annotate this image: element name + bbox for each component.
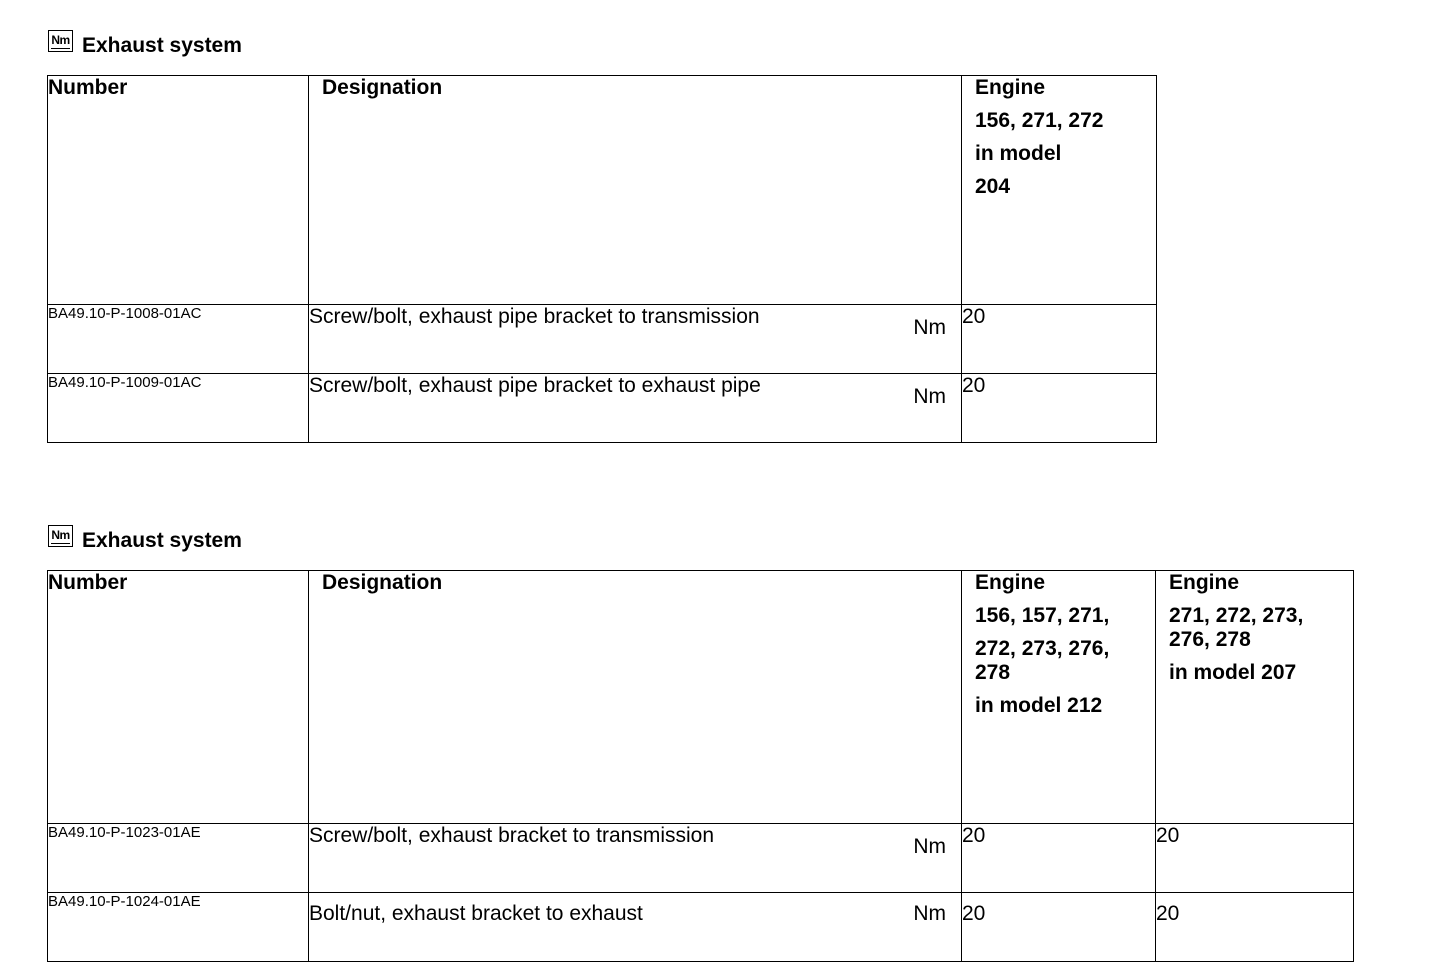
engine-header-codes: 276, 278 — [1169, 628, 1251, 651]
section-2-title — [48, 525, 242, 553]
number-column-header: Number — [48, 571, 309, 824]
row-value-2: 20 — [1156, 824, 1354, 893]
row-unit: Nm — [913, 835, 946, 858]
torque-table-2 — [47, 570, 1354, 962]
row-designation: Screw/bolt, exhaust pipe bracket to exhaust pipe Nm — [309, 374, 962, 443]
engine-header-model-number: 204 — [975, 175, 1011, 198]
engine-header-model-label: in model — [975, 142, 1062, 165]
row-unit: Nm — [913, 316, 946, 339]
row-designation: Bolt/nut, exhaust bracket to exhaust Nm — [309, 893, 962, 962]
engine-header-codes: 271, 272, 273, — [1169, 604, 1304, 627]
table-row — [48, 305, 1157, 374]
row-number: BA49.10-P-1023-01AE — [48, 824, 309, 893]
engine-header-codes: 156, 271, 272 — [975, 109, 1104, 132]
section-2-title-text: Exhaust system — [82, 529, 242, 552]
torque-nm-icon: Nm — [48, 30, 73, 52]
table-row — [48, 824, 1354, 893]
row-value: 20 — [962, 374, 1157, 443]
designation-column-header: Designation — [309, 571, 962, 824]
row-value-1: 20 — [962, 824, 1156, 893]
number-column-header: Number — [48, 76, 309, 305]
row-designation: Screw/bolt, exhaust bracket to transmission Nm — [309, 824, 962, 893]
row-number: BA49.10-P-1008-01AC — [48, 305, 309, 374]
torque-nm-icon: Nm — [48, 525, 73, 547]
section-1-title-text: Exhaust system — [82, 34, 242, 57]
row-unit: Nm — [913, 385, 946, 408]
torque-table-1 — [47, 75, 1157, 443]
engine-header-codes: 272, 273, 276, — [975, 637, 1110, 660]
table-row — [48, 893, 1354, 962]
engine-header-model: in model 212 — [975, 694, 1103, 717]
designation-column-header: Designation — [309, 76, 962, 305]
engine-header-codes: 156, 157, 271, — [975, 604, 1110, 627]
engine-column-header-1 — [962, 571, 1156, 824]
row-designation: Screw/bolt, exhaust pipe bracket to transmission Nm — [309, 305, 962, 374]
table-header-row — [48, 571, 1354, 824]
section-1-title — [48, 30, 242, 58]
table-header-row — [48, 76, 1157, 305]
engine-header-label: Engine — [975, 571, 1046, 594]
engine-header-model: in model 207 — [1169, 661, 1297, 684]
row-number: BA49.10-P-1009-01AC — [48, 374, 309, 443]
row-unit: Nm — [913, 902, 946, 925]
row-value: 20 — [962, 305, 1157, 374]
row-value-1: 20 — [962, 893, 1156, 962]
engine-header-label: Engine — [1169, 571, 1240, 594]
row-value-2: 20 — [1156, 893, 1354, 962]
engine-column-header — [962, 76, 1157, 305]
engine-column-header-2 — [1156, 571, 1354, 824]
row-number: BA49.10-P-1024-01AE — [48, 893, 309, 962]
table-row — [48, 374, 1157, 443]
engine-header-label: Engine — [975, 76, 1046, 99]
engine-header-codes: 278 — [975, 661, 1011, 684]
